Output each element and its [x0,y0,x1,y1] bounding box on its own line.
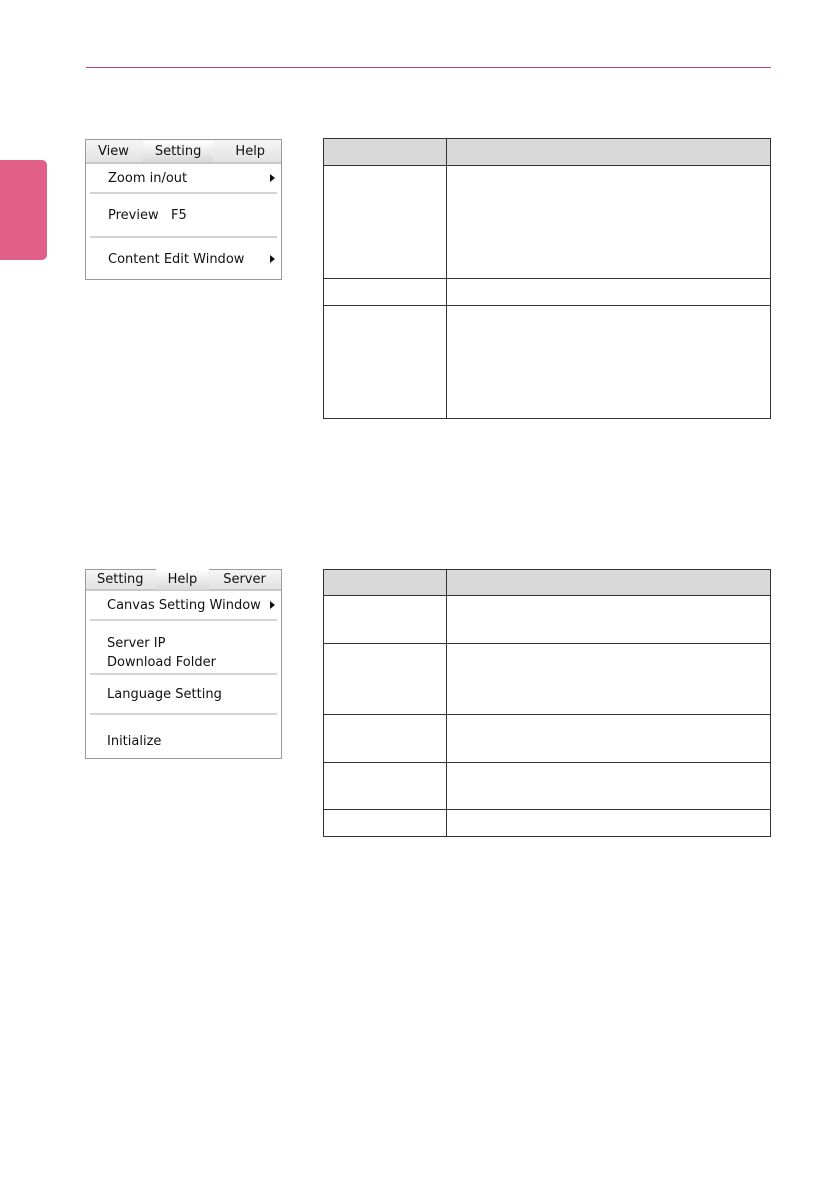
table-row [324,810,771,837]
menu-item-server-ip[interactable] [86,621,281,651]
table-row [324,306,771,419]
view-menu [85,139,282,280]
table-header-row [324,570,771,596]
menu-item-canvas-setting-window[interactable] [86,591,281,619]
menu-bar-view[interactable]: View [98,143,129,159]
table-row [324,596,771,644]
setting-menu-bar [86,570,281,591]
menu-item-label: Server IP [107,636,166,651]
submenu-arrow-icon [270,601,275,609]
menu-item-label: Download Folder [107,654,216,670]
view-menu-bar [86,140,281,164]
table-row [324,715,771,763]
table-row [324,644,771,715]
top-rule [86,67,771,68]
table-header-row [324,139,771,166]
setting-menu [85,569,282,759]
table-row [324,166,771,279]
menu-item-download-folder[interactable] [86,651,281,673]
table-row [324,763,771,810]
menu-bar-setting[interactable]: Setting [143,141,214,162]
menu-bar-help[interactable]: Help [156,569,210,590]
setting-menu-table [323,569,771,837]
view-menu-table [323,138,771,419]
menu-item-language-setting[interactable] [86,675,281,713]
table-header-cell [324,139,447,166]
menu-bar-help[interactable]: Help [235,143,266,159]
submenu-arrow-icon [270,174,275,182]
chapter-side-tab [0,160,47,260]
submenu-arrow-icon [270,255,275,263]
menu-bar-setting[interactable]: Setting [97,572,144,587]
menu-item-label: Canvas Setting Window [107,597,261,613]
table-header-cell [447,139,771,166]
menu-item-label: Zoom in/out [108,170,188,186]
menu-item-label: Language Setting [107,686,222,702]
menu-item-content-edit-window[interactable] [86,238,281,280]
menu-item-label: Content Edit Window [108,251,245,267]
menu-item-initialize[interactable] [86,715,281,753]
table-header-cell [447,570,771,596]
menu-bar-server[interactable]: Server [223,572,266,587]
menu-item-label: Initialize [107,734,162,749]
menu-item-zoom[interactable] [86,164,281,192]
table-header-cell [324,570,447,596]
menu-item-label: Preview F5 [108,207,187,223]
menu-item-preview[interactable] [86,194,281,236]
table-row [324,279,771,306]
